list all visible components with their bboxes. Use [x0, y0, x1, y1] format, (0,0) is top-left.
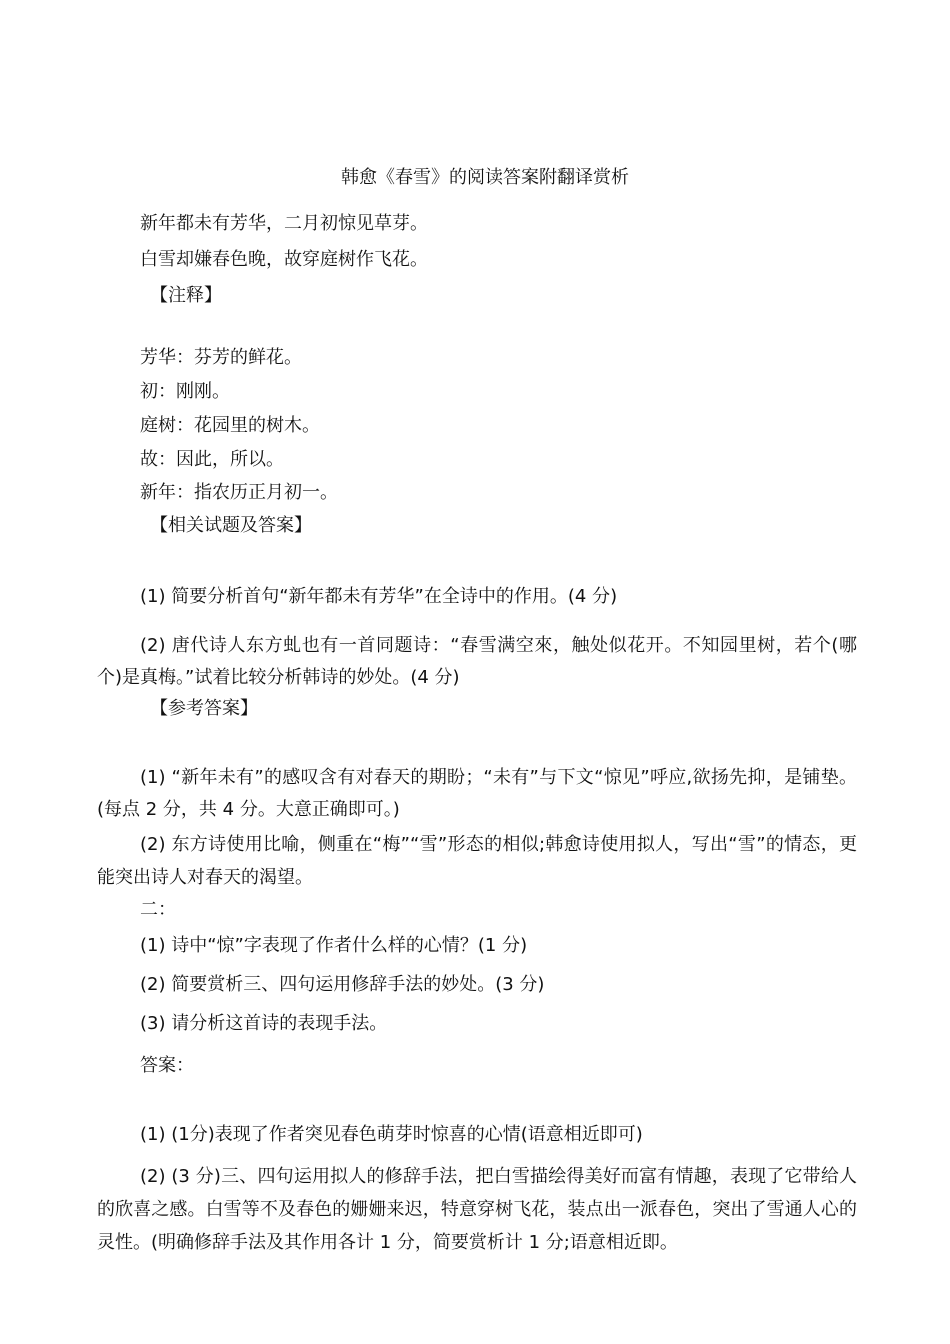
- questions-heading: 【相关试题及答案】: [150, 515, 312, 536]
- section-2-answer-2: (2) (3 分)三、四句运用拟人的修辞手法，把白雪描绘得美好而富有情趣，表现了它带给人的欣喜之感。白雪等不及春色的姗姗来迟，特意穿树飞花，装点出一派春色，突出了雪通人心的灵性。(明确修辞手法及其作用各计 1 分，简要赏析计 1 分;语意相近即。: [97, 1166, 857, 1253]
- note-item: 庭树：花园里的树木。: [140, 415, 320, 436]
- section-2-label: 二：: [140, 899, 176, 920]
- section-2-question: (3) 请分析这首诗的表现手法。: [140, 1013, 388, 1034]
- question-1: (1) 简要分析首句“新年都未有芳华”在全诗中的作用。(4 分): [140, 586, 618, 607]
- notes-heading: 【注释】: [150, 285, 222, 306]
- note-item: 故：因此，所以。: [140, 449, 284, 470]
- note-item: 芳华：芬芳的鲜花。: [140, 347, 302, 368]
- answer-label: 答案：: [140, 1055, 194, 1076]
- answer-2: (2) 东方诗使用比喻，侧重在“梅”“雪”形态的相似;韩愈诗使用拟人，写出“雪”的情态，更能突出诗人对春天的渴望。: [97, 834, 857, 888]
- answers-heading: 【参考答案】: [150, 698, 258, 719]
- page-title: 韩愈《春雪》的阅读答案附翻译赏析: [341, 167, 629, 188]
- note-item: 新年：指农历正月初一。: [140, 482, 338, 503]
- note-item: 初：刚刚。: [140, 381, 230, 402]
- poem-line-2: 白雪却嫌春色晚，故穿庭树作飞花。: [140, 249, 428, 270]
- section-2-question: (2) 简要赏析三、四句运用修辞手法的妙处。(3 分): [140, 974, 545, 995]
- section-2-question: (1) 诗中“惊”字表现了作者什么样的心情？(1 分): [140, 935, 528, 956]
- poem-line-1: 新年都未有芳华，二月初惊见草芽。: [140, 213, 428, 234]
- answer-1: (1) “新年未有”的感叹含有对春天的期盼；“未有”与下文“惊见”呼应,欲扬先抑，是铺垫。(每点 2 分，共 4 分。大意正确即可。): [97, 767, 857, 820]
- question-2: (2) 唐代诗人东方虬也有一首同题诗：“春雪满空來，触处似花开。不知园里树，若个(哪个)是真梅。”试着比较分析韩诗的妙处。(4 分): [97, 635, 857, 688]
- section-2-answer-1: (1) (1分)表现了作者突见春色萌芽时惊喜的心情(语意相近即可): [140, 1124, 643, 1145]
